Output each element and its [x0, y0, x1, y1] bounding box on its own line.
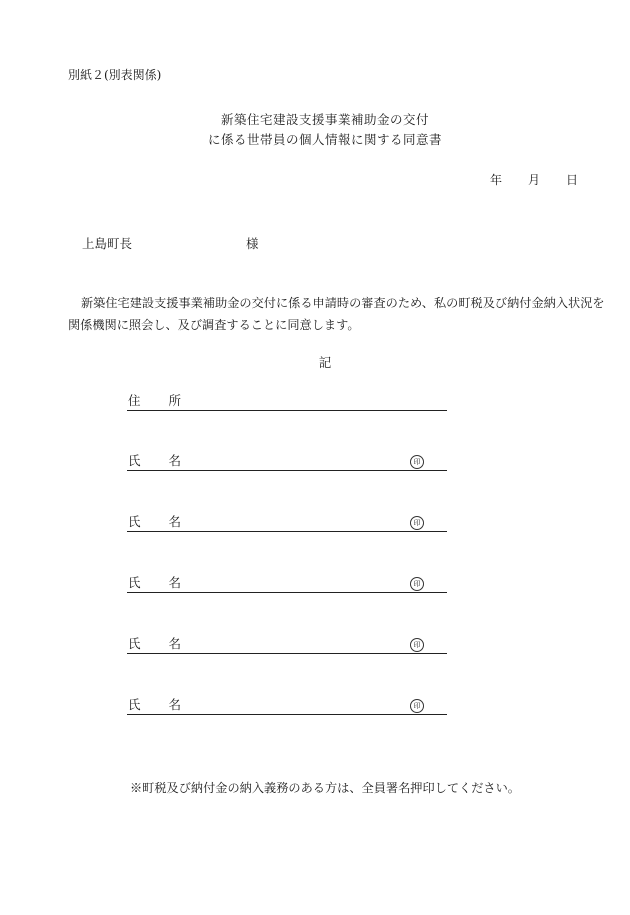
seal-icon: 印 — [410, 516, 424, 530]
document-title-line-2: に係る世帯員の個人情報に関する同意書 — [207, 132, 442, 147]
date-year-label: 年 — [489, 173, 502, 187]
reference-label: 別紙２(別表関係) — [68, 68, 162, 82]
addressee: 上島町長 — [82, 236, 133, 251]
address-label: 住 所 — [128, 393, 193, 408]
name-label: 氏 名 — [128, 575, 193, 590]
name-label: 氏 名 — [128, 697, 193, 712]
name-label: 氏 名 — [128, 636, 193, 651]
name-field[interactable] — [127, 696, 447, 715]
name-label: 氏 名 — [128, 514, 193, 529]
name-field[interactable] — [127, 574, 447, 593]
date-row — [490, 171, 578, 188]
seal-icon: 印 — [410, 577, 424, 591]
name-field[interactable] — [127, 635, 447, 654]
seal-icon: 印 — [410, 699, 424, 713]
date-month-label: 月 — [527, 173, 540, 187]
consent-statement: 新築住宅建設支援事業補助金の交付に係る申請時の審査のため、私の町税及び納付金納入状況を関係機関に照会し、及び調査することに同意します。 — [68, 296, 605, 332]
addressee-honorific: 様 — [246, 236, 259, 251]
name-label: 氏 名 — [128, 453, 193, 468]
ki-heading: 記 — [318, 355, 332, 370]
document-title-line-1: 新築住宅建設支援事業補助金の交付 — [220, 112, 429, 127]
name-field[interactable] — [127, 452, 447, 471]
seal-icon: 印 — [410, 638, 424, 652]
name-field[interactable] — [127, 513, 447, 532]
date-day-label: 日 — [565, 173, 578, 187]
seal-icon: 印 — [410, 455, 424, 469]
address-field[interactable] — [127, 392, 447, 411]
footnote: ※町税及び納付金の納入義務のある方は、全員署名押印してください。 — [130, 781, 520, 795]
